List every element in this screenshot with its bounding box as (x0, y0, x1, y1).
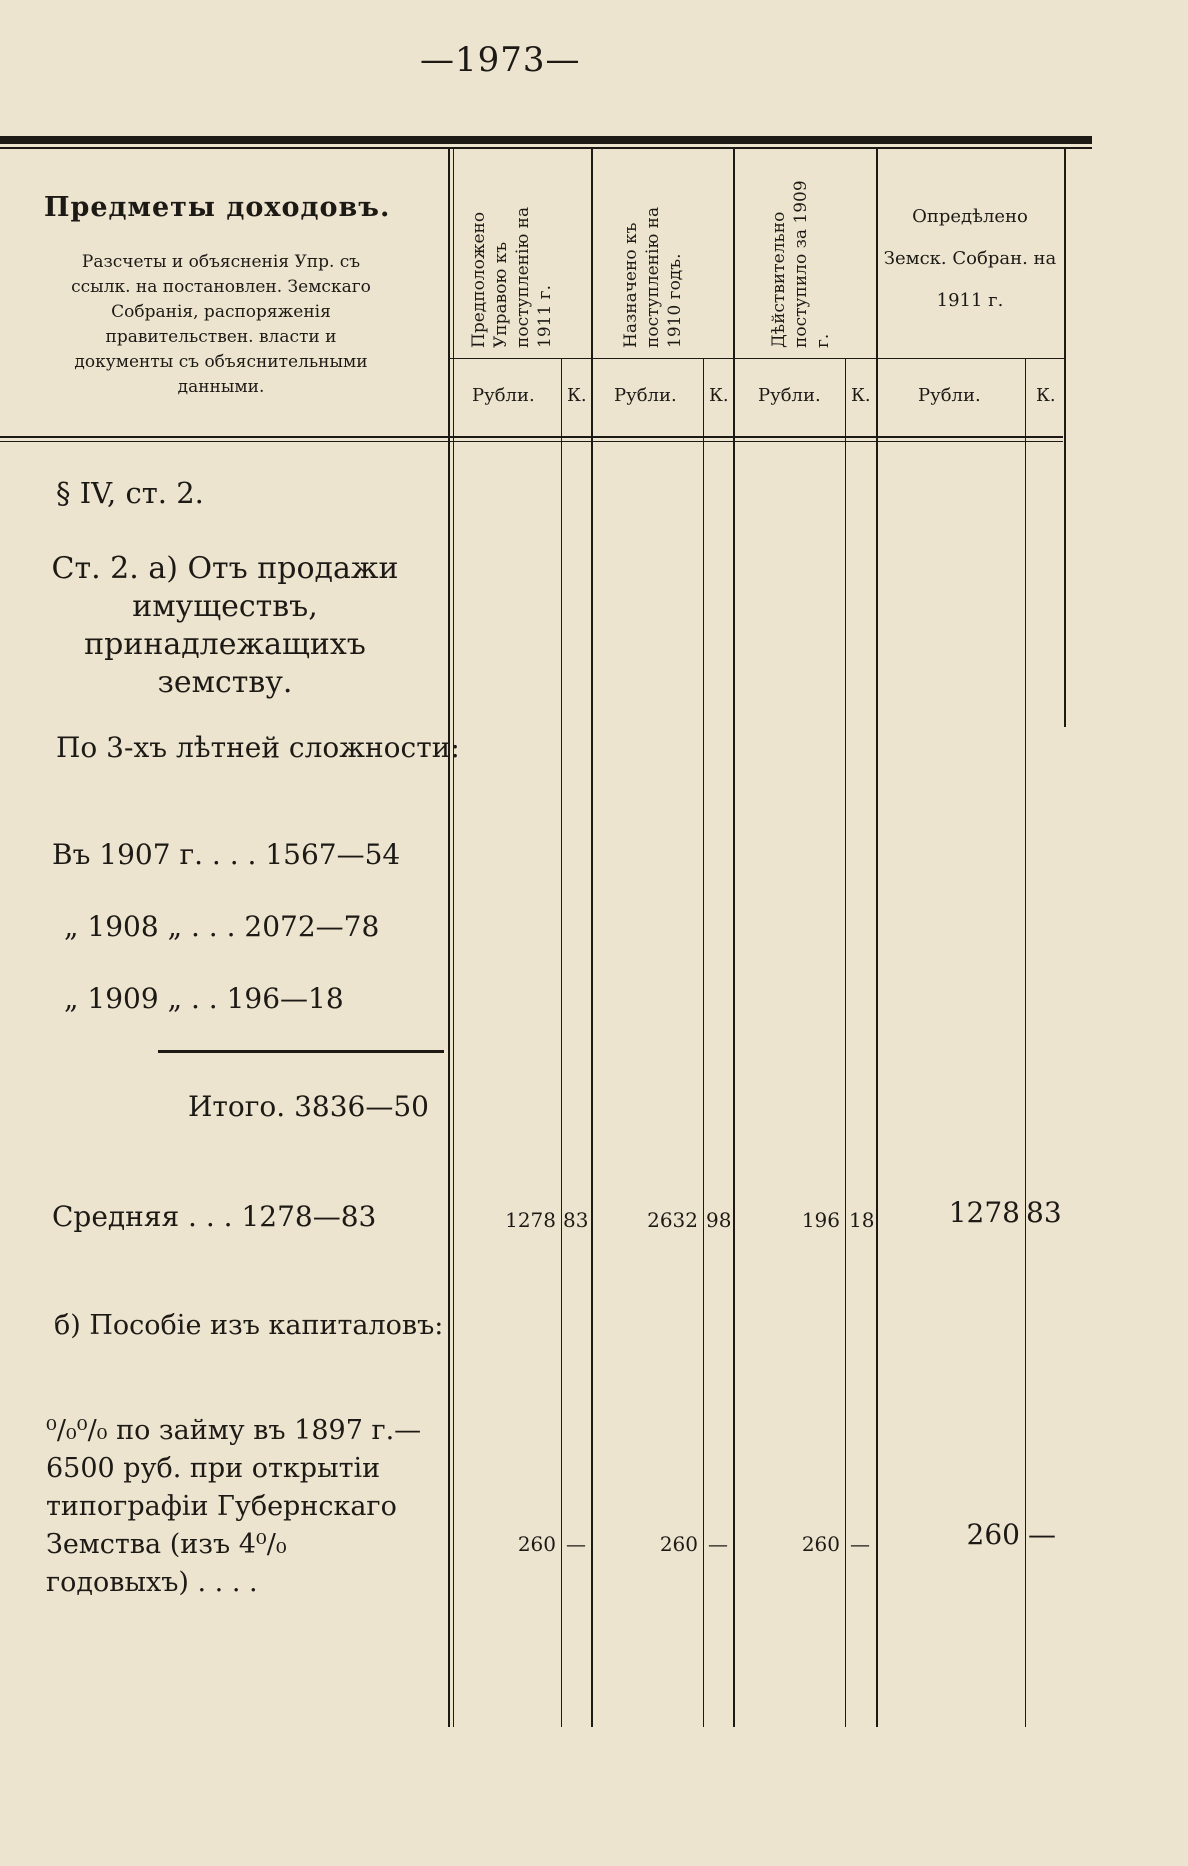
subject-column-title: Предметы доходовъ. (44, 192, 391, 223)
unit-rub: Рубли. (614, 385, 677, 406)
section-heading: § IV, ст. 2. (56, 476, 204, 510)
avg-proposed-kop: 83 (563, 1208, 589, 1232)
sum-rule (158, 1050, 444, 1053)
loan-assigned-rub: 260 (659, 1532, 698, 1556)
avg-assigned-rub: 2632 (647, 1208, 698, 1232)
subject-column-description: Разсчеты и объясненія Упр. съ ссылк. на постановлен. Земскаго Собранія, распоряженія правительствен. власти и документы съ объяснительными данными. (71, 252, 371, 397)
loan-description: ⁰/₀⁰/₀ по займу въ 1897 г.— 6500 руб. при открытіи типографіи Губернскаго Земства (изъ 4⁰/₀ годовыхъ) . . . . (46, 1415, 422, 1598)
three-year-label: По 3-хъ лѣтней сложности: (56, 731, 460, 764)
header-top-rule (0, 136, 1092, 144)
column-divider (448, 147, 450, 1727)
column-divider (845, 358, 846, 1727)
total-line: Итого. 3836—50 (188, 1090, 429, 1123)
column-divider (591, 147, 593, 1727)
year-1907-line: Въ 1907 г. . . . 1567—54 (52, 838, 401, 871)
header-bottom-rule-thin (0, 441, 1063, 442)
loan-proposed-rub: 260 (517, 1532, 556, 1556)
column-divider (703, 358, 704, 1727)
column-header-proposed: Предположено Управою къ поступленію на 1911 г. (469, 206, 555, 348)
year-1909-line: „ 1909 „ . . 196—18 (64, 982, 344, 1015)
article-heading: Ст. 2. а) Отъ продажи имуществъ, принадлежащихъ земству. (51, 551, 399, 700)
avg-assigned-kop: 98 (706, 1208, 732, 1232)
avg-actual-rub: 196 (801, 1208, 840, 1232)
column-header-assigned: Назначено къ поступленію на 1910 годъ. (621, 206, 685, 348)
avg-determined-kop: 83 (1026, 1196, 1062, 1229)
avg-determined-rub: 1278 (948, 1196, 1020, 1229)
column-header-determined: Опредѣлено Земск. Собран. на 1911 г. (883, 206, 1057, 311)
column-divider (733, 147, 735, 1727)
column-divider (876, 147, 878, 1727)
loan-assigned-kop: — (708, 1532, 728, 1556)
unit-kop: К. (709, 385, 729, 406)
loan-actual-kop: — (850, 1532, 870, 1556)
unit-rub: Рубли. (758, 385, 821, 406)
loan-proposed-kop: — (566, 1532, 586, 1556)
avg-proposed-rub: 1278 (505, 1208, 556, 1232)
year-1908-line: „ 1908 „ . . . 2072—78 (64, 910, 380, 943)
unit-kop: К. (851, 385, 871, 406)
unit-rub: Рубли. (472, 385, 535, 406)
avg-actual-kop: 18 (849, 1208, 875, 1232)
header-bottom-rule (0, 436, 1063, 438)
loan-determined-kop: — (1028, 1518, 1056, 1551)
unit-kop: К. (1036, 385, 1056, 406)
header-top-rule-thin (0, 147, 1092, 149)
unit-row-rule (448, 358, 1064, 359)
unit-kop: К. (567, 385, 587, 406)
subsection-b: б) Пособіе изъ капиталовъ: (54, 1310, 444, 1341)
average-line: Средняя . . . 1278—83 (52, 1200, 377, 1233)
column-divider (1025, 358, 1026, 1727)
column-divider (561, 358, 562, 1727)
unit-rub: Рубли. (918, 385, 981, 406)
column-divider (1064, 147, 1066, 727)
column-divider (453, 147, 454, 1727)
loan-actual-rub: 260 (801, 1532, 840, 1556)
column-header-actual: Дѣйствительно поступило за 1909 г. (769, 180, 833, 348)
loan-determined-rub: 260 (966, 1518, 1020, 1551)
page-number: —1973— (420, 40, 581, 80)
